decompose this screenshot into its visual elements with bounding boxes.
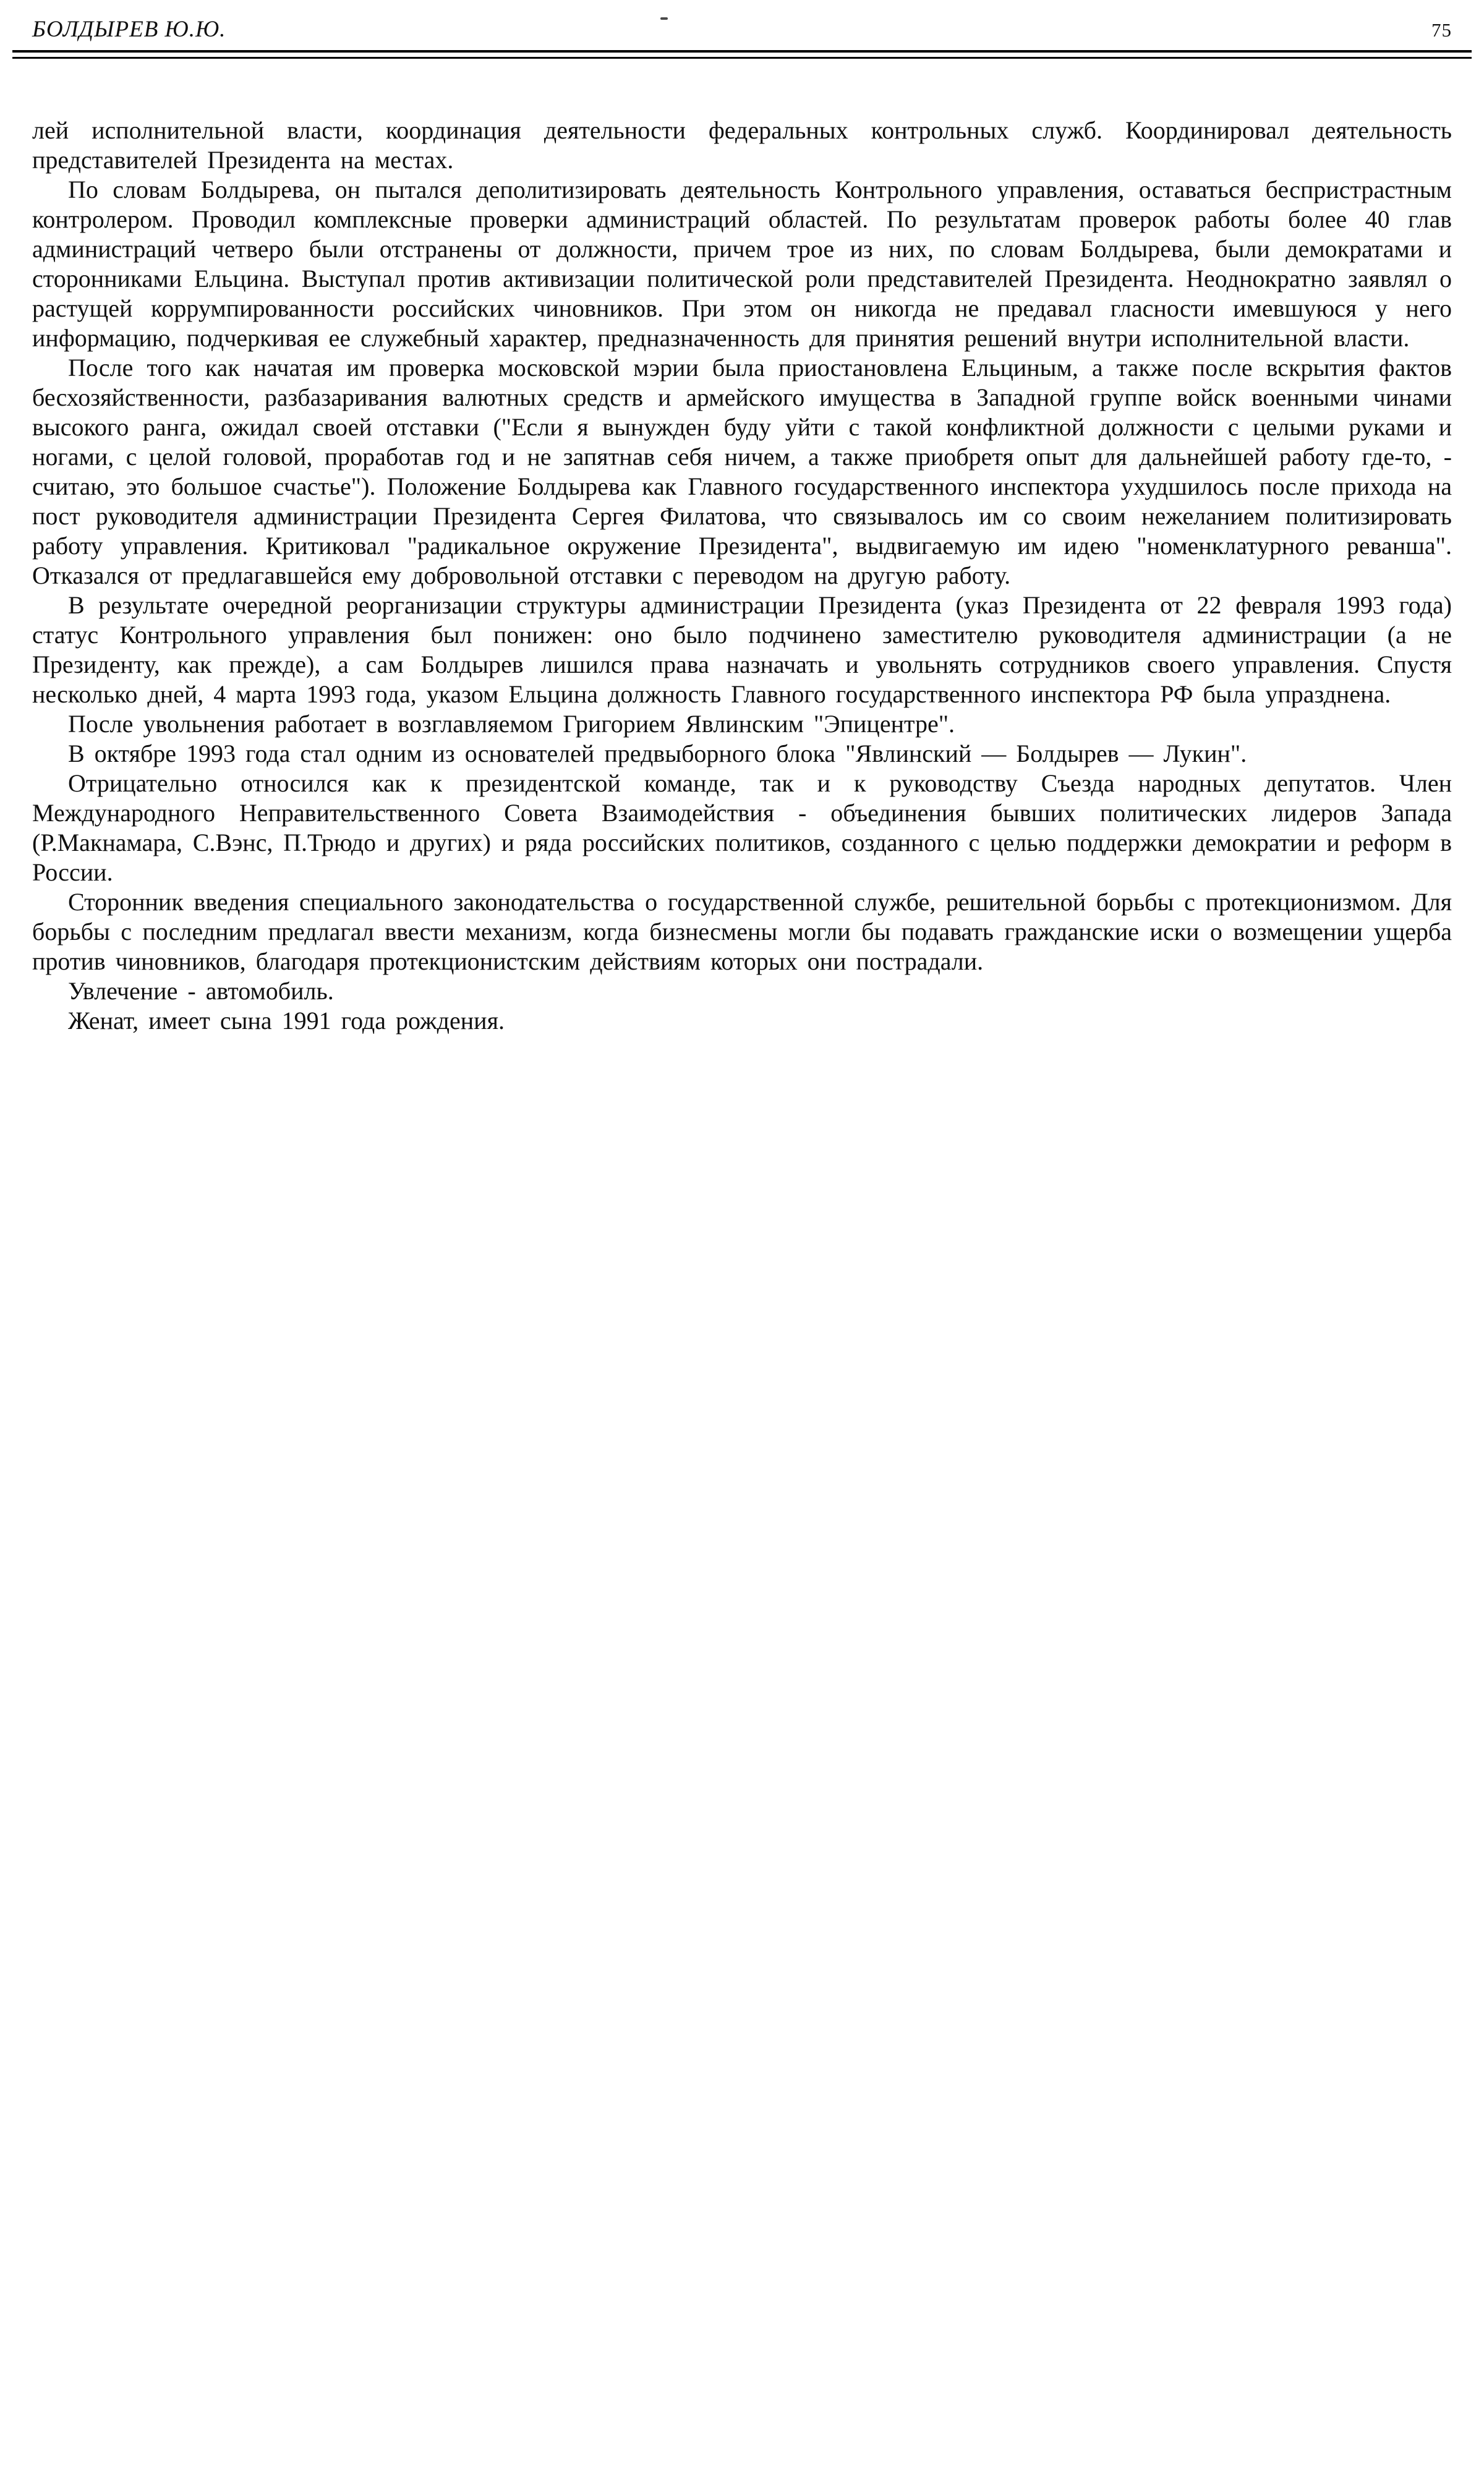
body-paragraph: После того как начатая им проверка московской мэрии была приостановлена Ельциным, а также после вскрытия фактов бесхозяйственности, разбазаривания валютных средств и армейского имущества в Западной группе войск военными чинами высокого ранга, ожидал своей отставки ("Если я вынужден буду уйти с такой конфликтной должности с целыми руками и ногами, с целой головой, проработав год и не запятнав себя ничем, а также приобретя опыт для дальнейшей работу где-то, - считаю, это большое счастье"). Положение Болдырева как Главного государственного инспектора ухудшилось после прихода на пост руководителя администрации Президента Сергея Филатова, что связывалось им со своим нежеланием политизировать работу управления. Критиковал "радикальное окружение Президента", выдвигаемую им идею "номенклатурного реванша". Отказался от предлагавшейся ему добровольной отставки с переводом на другую работу. — [32, 354, 1452, 589]
body-paragraph: По словам Болдырева, он пытался деполитизировать деятельность Контрольного управления, оставаться беспристрастным контролером. Проводил комплексные проверки администраций областей. По результатам проверок работы более 40 глав администраций четверо были отстранены от должности, причем трое из них, по словам Болдырева, были демократами и сторонниками Ельцина. Выступал против активизации политической роли представителей Президента. Неоднократно заявлял о растущей коррумпированности российских чиновников. При этом он никогда не предавал гласности имевшуюся у него информацию, подчеркивая ее служебный характер, предназначенность для принятия решений внутри исполнительной власти. — [32, 176, 1452, 352]
body-paragraph: Сторонник введения специального законодательства о государственной службе, решительной борьбы с протекционизмом. Для борьбы с последним предлагал ввести механизм, когда бизнесмены могли бы подавать гражданские иски о возмещении ущерба против чиновников, благодаря протекционистским действиям которых они пострадали. — [32, 888, 1452, 975]
page-number: 75 — [1431, 19, 1452, 41]
document-body — [32, 116, 1452, 1036]
running-header — [0, 0, 1484, 43]
body-paragraph: Женат, имеет сына 1991 года рождения. — [68, 1007, 505, 1035]
running-header-title: БОЛДЫРЕВ Ю.Ю. — [32, 17, 226, 42]
body-paragraph: После увольнения работает в возглавляемом Григорием Явлинским "Эпицентре". — [68, 710, 955, 738]
body-paragraph: Увлечение - автомобиль. — [68, 977, 334, 1005]
header-rule — [12, 50, 1472, 59]
body-paragraph: лей исполнительной власти, координация деятельности федеральных контрольных служб. Координировал деятельность представителей Президента на местах. — [32, 116, 1452, 174]
body-paragraph: Отрицательно относился как к президентской команде, так и к руководству Съезда народных депутатов. Член Международного Неправительственного Совета Взаимодействия - объединения бывших политических лидеров Запада (Р.Макнамара, С.Вэнс, П.Трюдо и других) и ряда российских политиков, созданного с целью поддержки демократии и реформ в России. — [32, 769, 1452, 886]
scan-artifact — [660, 17, 668, 20]
body-paragraph: В результате очередной реорганизации структуры администрации Президента (указ Президента от 22 февраля 1993 года) статус Контрольного управления был понижен: оно было подчинено заместителю руководителя администрации (а не Президенту, как прежде), а сам Болдырев лишился права назначать и увольнять сотрудников своего управления. Спустя несколько дней, 4 марта 1993 года, указом Ельцина должность Главного государственного инспектора РФ была упразднена. — [32, 591, 1452, 708]
body-paragraph: В октябре 1993 года стал одним из основателей предвыборного блока "Явлинский — Болдырев — Лукин". — [68, 740, 1247, 767]
